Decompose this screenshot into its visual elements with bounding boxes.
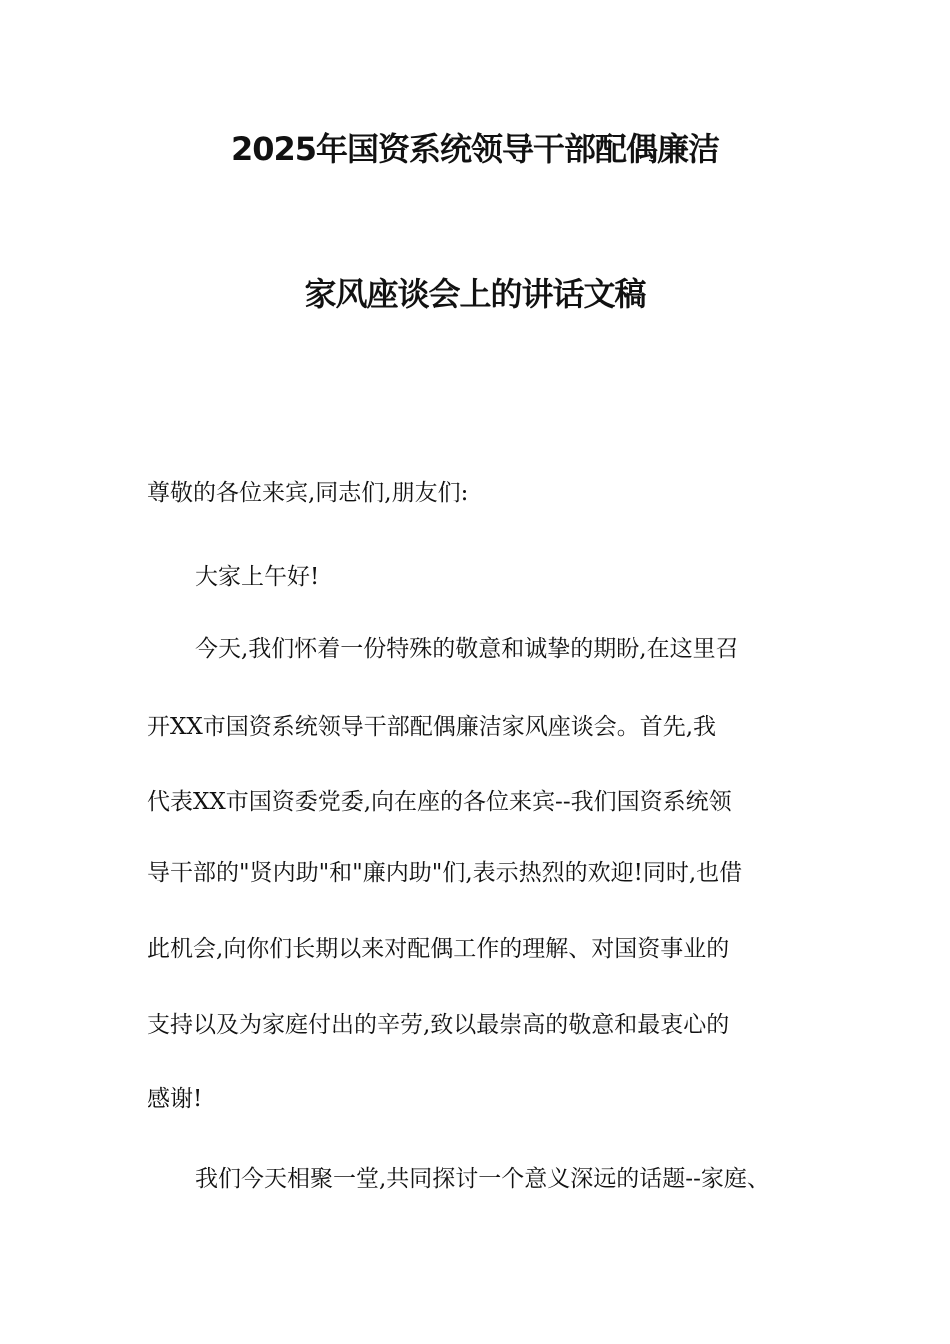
paragraph-2-line-1: 我们今天相聚一堂,共同探讨一个意义深远的话题--家庭、 [195, 1166, 770, 1192]
paragraph-1-line-4: 导干部的"贤内助"和"廉内助"们,表示热烈的欢迎!同时,也借 [147, 860, 743, 886]
greeting: 大家上午好! [195, 564, 320, 590]
paragraph-1-line-1: 今天,我们怀着一份特殊的敬意和诚挚的期盼,在这里召 [195, 636, 739, 662]
paragraph-1-line-5: 此机会,向你们长期以来对配偶工作的理解、对国资事业的 [147, 936, 730, 962]
paragraph-1-line-2: 开XX市国资系统领导干部配偶廉洁家风座谈会。首先,我 [147, 714, 717, 740]
paragraph-1-line-6: 支持以及为家庭付出的辛劳,致以最崇高的敬意和最衷心的 [147, 1012, 730, 1038]
paragraph-1-line-3: 代表XX市国资委党委,向在座的各位来宾--我们国资系统领 [147, 789, 732, 815]
paragraph-1-line-7: 感谢! [147, 1086, 203, 1112]
document-title-line-1: 2025年国资系统领导干部配偶廉洁 [230, 130, 720, 168]
document-title-line-2: 家风座谈会上的讲话文稿 [304, 275, 646, 313]
salutation: 尊敬的各位来宾,同志们,朋友们: [147, 480, 469, 506]
